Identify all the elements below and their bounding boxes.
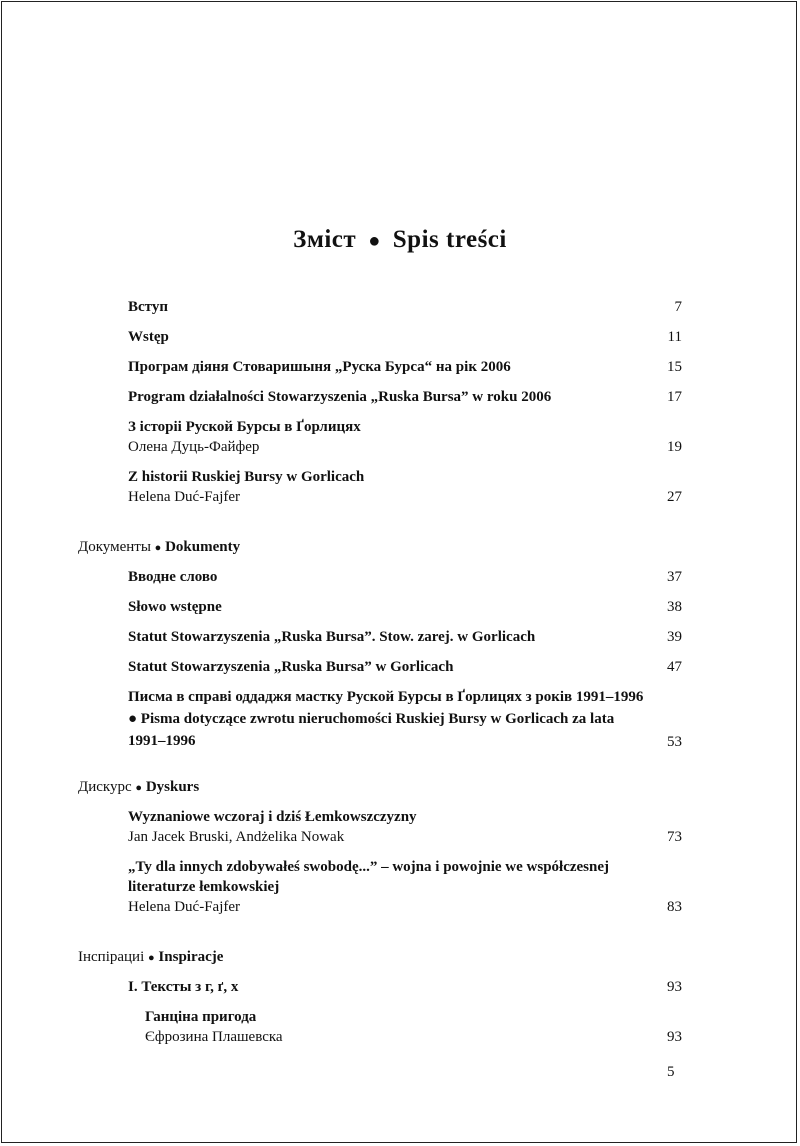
title-ukrainian: Зміст: [293, 226, 357, 253]
section-heading-inspirations: [78, 947, 223, 968]
entry-page: 39: [667, 629, 682, 645]
entry-page: 7: [674, 299, 682, 315]
entry-title: Program działalności Stowarzyszenia „Ruska Bursa” w roku 2006: [128, 389, 552, 405]
section-title-ukrainian: Інспірациі: [78, 949, 145, 965]
entry-page: 73: [667, 829, 682, 845]
toc-entry[interactable]: [128, 567, 682, 587]
entry-page: 47: [667, 659, 682, 675]
section-title-polish: Inspiracje: [158, 949, 224, 965]
entry-author: Олена Дуць-Файфер: [128, 439, 260, 455]
toc-entry[interactable]: [128, 627, 682, 647]
entry-title: Statut Stowarzyszenia „Ruska Bursa”. Stow. zarej. w Gorlicach: [128, 629, 536, 645]
section-separator-dot: ●: [154, 542, 162, 554]
entry-page: 93: [667, 979, 682, 995]
toc-entry[interactable]: [128, 597, 682, 617]
toc-entry[interactable]: [128, 417, 682, 457]
entry-title: „Ty dla innych zdobywałeś swobodę...” – wojna i powojnie we współczesnej literaturze łemkowskiej: [128, 859, 610, 895]
toc-entry[interactable]: [128, 657, 682, 677]
entry-title: Ганціна пригода: [145, 1009, 257, 1025]
entry-page: 11: [667, 329, 682, 345]
section-title-ukrainian: Документы: [78, 539, 151, 555]
toc-entry[interactable]: [128, 807, 682, 847]
entry-page: 17: [667, 389, 682, 405]
entry-title: Wstęp: [128, 329, 169, 345]
title-polish: Spis treści: [392, 226, 507, 253]
section-title-ukrainian: Дискурс: [78, 779, 132, 795]
entry-page: 19: [667, 439, 682, 455]
toc-entry[interactable]: [128, 327, 682, 347]
toc-entry[interactable]: [128, 357, 682, 377]
section-heading-documents: [78, 537, 240, 558]
toc-entry[interactable]: [128, 857, 682, 917]
entry-page: 93: [667, 1029, 682, 1045]
section-separator-dot: ●: [148, 952, 155, 964]
entry-title: Вводне слово: [128, 569, 218, 585]
toc-entry[interactable]: [128, 686, 682, 752]
entry-author: Єфрозина Плашевска: [145, 1029, 283, 1045]
section-title-polish: Dokumenty: [165, 539, 241, 555]
section-heading-discourse: [78, 777, 199, 798]
toc-entry[interactable]: [128, 977, 682, 997]
title-separator-dot: ●: [368, 230, 381, 252]
entry-author: Jan Jacek Bruski, Andżelika Nowak: [128, 829, 345, 845]
entry-title: Вступ: [128, 299, 168, 315]
section-separator-dot: ●: [135, 782, 143, 794]
section-title-polish: Dyskurs: [145, 779, 200, 795]
entry-title: Програм діяня Стоваришыня „Руска Бурса“ на рік 2006: [128, 359, 511, 375]
entry-page: 38: [667, 599, 682, 615]
page-title: [0, 226, 800, 254]
entry-title: Słowo wstępne: [128, 599, 222, 615]
entry-author: Helena Duć-Fajfer: [128, 899, 241, 915]
entry-page: 37: [667, 569, 682, 585]
entry-title: Wyznaniowe wczoraj i dziś Łemkowszczyzny: [128, 809, 417, 825]
entry-page: 53: [667, 734, 682, 750]
toc-entry[interactable]: [128, 467, 682, 507]
entry-page: 15: [667, 359, 682, 375]
toc-entry[interactable]: [128, 297, 682, 317]
entry-page: 27: [667, 489, 682, 505]
entry-title: І. Тексты з г, ґ, х: [128, 979, 239, 995]
toc-entry[interactable]: [128, 387, 682, 407]
entry-page: 83: [667, 899, 682, 915]
toc-entry[interactable]: [145, 1007, 682, 1047]
entry-author: Helena Duć-Fajfer: [128, 489, 241, 505]
entry-title: З історіі Руской Бурсы в Ґорлицях: [128, 419, 361, 435]
entry-title: Z historii Ruskiej Bursy w Gorlicach: [128, 469, 365, 485]
entry-title: Писма в справі оддаджя мастку Руской Бурсы в Ґорлицях з років 1991–1996 ● Pisma dotyczące zwrotu nieruchomości Ruskiej Bursy w Gorlicach za lata 1991–1996: [128, 689, 644, 749]
entry-title: Statut Stowarzyszenia „Ruska Bursa” w Gorlicach: [128, 659, 454, 675]
page-number: 5: [667, 1064, 675, 1080]
